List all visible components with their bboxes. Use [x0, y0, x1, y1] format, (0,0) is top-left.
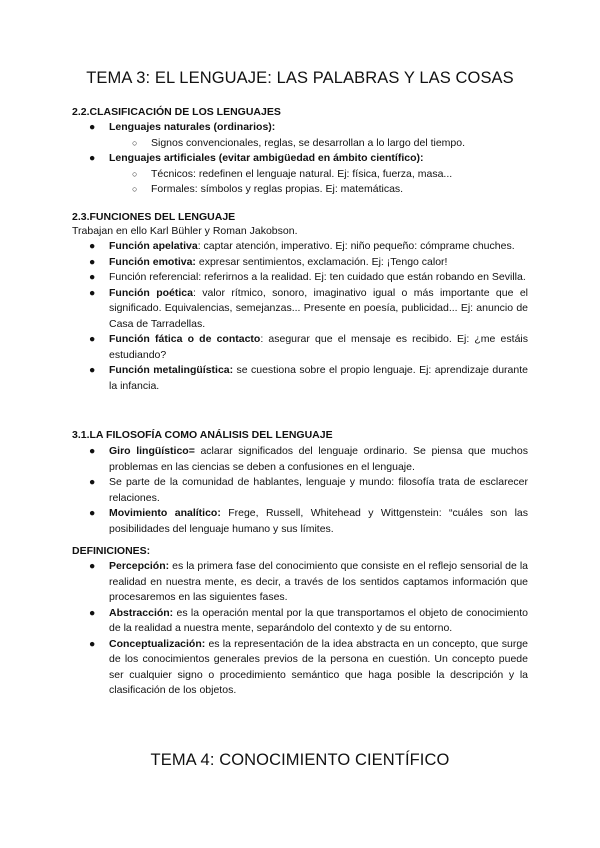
- list-item: [72, 506, 528, 537]
- item-text: Se parte de la comunidad de hablantes, lenguaje y mundo: filosofía trata de esclarecer relaciones.: [109, 476, 528, 504]
- term-label: Lenguajes naturales (ordinarios):: [109, 121, 276, 133]
- item-text: Signos convencionales, reglas, se desarrollan a lo largo del tiempo.: [151, 136, 466, 149]
- term-label: Lenguajes artificiales (evitar ambigüedad en ámbito científico):: [109, 152, 424, 164]
- item-text: aclarar significados del lenguaje ordinario. Se piensa que muchos problemas en las ciencias se deben a confusiones en el lenguaje.: [109, 445, 528, 473]
- term-label: Giro lingüístico=: [109, 445, 195, 457]
- list-item: [72, 120, 528, 151]
- bullet-icon: ●: [89, 286, 96, 299]
- bullet-icon: ●: [89, 333, 96, 345]
- term-label: Percepción:: [109, 560, 170, 572]
- sub-list-item: [72, 136, 528, 152]
- bullet-icon: ●: [89, 637, 96, 650]
- item-text: Función referencial: referirnos a la realidad. Ej: ten cuidado que están robando en Sevilla.: [109, 271, 526, 283]
- list-item: [72, 239, 528, 255]
- list-item: [72, 332, 528, 363]
- section-2-2-heading: 2.2.CLASIFICACIÓN DE LOS LENGUAJES: [72, 106, 281, 118]
- bullet-icon: ●: [89, 445, 96, 457]
- circle-bullet-icon: ○: [132, 137, 138, 148]
- sub-list-item: [72, 167, 528, 183]
- section-2-3-list: [72, 239, 528, 394]
- list-item: [72, 637, 528, 699]
- bullet-icon: ●: [89, 255, 96, 268]
- bullet-icon: ●: [89, 507, 96, 519]
- section-3-1-heading: 3.1.LA FILOSOFÍA COMO ANÁLISIS DEL LENGUAJE: [72, 429, 333, 441]
- section-3-1-list: [72, 444, 528, 537]
- item-text: se cuestiona sobre el propio lenguaje. Ej: aprendizaje durante la infancia.: [109, 364, 528, 392]
- item-text: es la representación de la idea abstracta en un concepto, que surge de los conocimientos generales previos de la persona en cuestión. Un concepto puede ser cualquier signo o procedimiento semántico que haga posible la descripción y la clasificación de los objetos.: [109, 637, 528, 696]
- sub-list: [72, 167, 528, 198]
- circle-bullet-icon: ○: [132, 184, 138, 194]
- bullet-icon: ●: [89, 121, 96, 133]
- bullet-icon: ●: [89, 560, 96, 572]
- definiciones-list: [72, 559, 528, 699]
- term-label: Función apelativa: [109, 240, 198, 252]
- term-label: Conceptualización:: [109, 637, 206, 650]
- term-label: Función fática o de contacto: [109, 333, 261, 345]
- term-label: Función metalingüística:: [109, 364, 234, 376]
- item-text: Frege, Russell, Whitehead y Wittgenstein: “cuáles son las posibilidades del lenguaje humano y sus límites.: [109, 507, 529, 535]
- term-label: Función poética: [109, 286, 193, 299]
- item-text: : captar atención, imperativo. Ej: niño pequeño: cómprame chuches.: [197, 240, 515, 252]
- list-item: [72, 444, 528, 475]
- item-text: Técnicos: redefinen el lenguaje natural. Ej: física, fuerza, masa...: [151, 167, 453, 180]
- item-text: Formales: símbolos y reglas propias. Ej: matemáticas.: [151, 183, 404, 195]
- section-2-3-heading: 2.3.FUNCIONES DEL LENGUAJE: [72, 211, 236, 223]
- list-item: [72, 286, 528, 333]
- bullet-icon: ●: [89, 364, 96, 376]
- circle-bullet-icon: ○: [132, 168, 138, 179]
- list-item: [72, 559, 528, 606]
- sub-list: [72, 136, 528, 152]
- term-label: Abstracción:: [109, 606, 174, 619]
- list-item: [72, 255, 528, 271]
- list-item: [72, 606, 528, 637]
- bullet-icon: ●: [89, 476, 96, 488]
- sub-list-item: [72, 182, 528, 198]
- bullet-icon: ●: [89, 271, 96, 283]
- item-text: expresar sentimientos, exclamación. Ej: ¡Tengo calor!: [195, 255, 448, 268]
- item-text: es la operación mental por la que transportamos el objeto de conocimiento de la realidad a nuestra mente, separándolo del contexto y de su entorno.: [109, 606, 528, 634]
- item-text: : asegurar que el mensaje es recibido. Ej: ¿me estáis estudiando?: [109, 333, 528, 361]
- item-text: : valor rítmico, sonoro, imaginativo igual o más importante que el significado. Equivalencias, semejanzas... Presente en poesía, publicidad... Ej: anuncio de Casa de Tarradellas.: [109, 286, 528, 330]
- tema-3-title: TEMA 3: EL LENGUAJE: LAS PALABRAS Y LAS COSAS: [86, 69, 514, 87]
- term-label: Movimiento analítico:: [109, 507, 221, 519]
- list-item: [72, 363, 528, 394]
- bullet-icon: ●: [89, 152, 96, 164]
- definiciones-heading: DEFINICIONES:: [72, 545, 151, 557]
- term-label: Función emotiva:: [109, 255, 196, 268]
- list-item: [72, 151, 528, 198]
- section-2-3-intro: Trabajan en ello Karl Bühler y Roman Jakobson.: [72, 225, 298, 237]
- item-text: es la primera fase del conocimiento que consiste en el reflejo sensorial de la realidad en nuestra mente, es decir, a través de los sentidos captamos información que procesaremos en las siguientes fases.: [109, 560, 528, 603]
- tema-4-title: TEMA 4: CONOCIMIENTO CIENTÍFICO: [150, 751, 450, 769]
- section-2-2-list: [72, 120, 528, 198]
- list-item: [72, 475, 528, 506]
- bullet-icon: ●: [89, 606, 96, 619]
- list-item: [72, 270, 528, 286]
- bullet-icon: ●: [89, 240, 96, 252]
